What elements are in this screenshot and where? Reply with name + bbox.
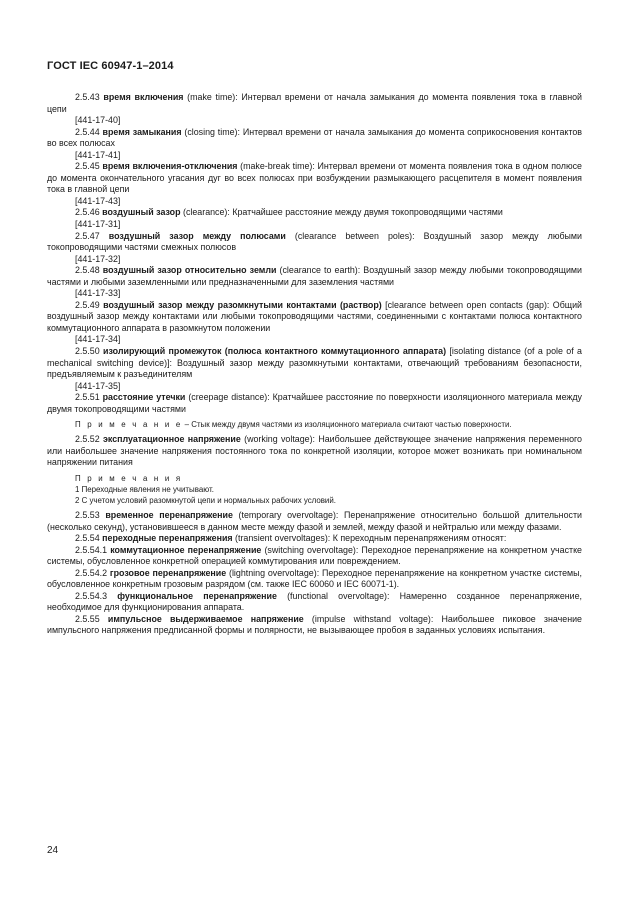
reference: [441-17-35] xyxy=(75,380,121,391)
term-title: время замыкания xyxy=(102,126,182,137)
term-title: временное перенапряжение xyxy=(105,509,233,520)
clause-number: 2.5.51 xyxy=(75,392,103,403)
term-2-5-53 xyxy=(47,510,582,533)
term-title: эксплуатационное напряжение xyxy=(103,434,241,445)
reference: [441-17-34] xyxy=(75,334,121,345)
clause-number: 2.5.49 xyxy=(75,299,104,310)
document-body xyxy=(47,92,582,637)
reference: [441-17-41] xyxy=(75,149,121,160)
term-2-5-43 xyxy=(47,92,582,115)
term-2-5-54-3 xyxy=(47,591,582,614)
clause-number: 2.5.55 xyxy=(75,613,108,624)
term-definition: (lightning overvoltage): Переходное перенапряжение на конкретном участке системы, обусловленное конкретным грозовым разрядом (см. также IEC 60060 и IEC 60071-1). xyxy=(47,567,582,590)
term-title: время включения-отключения xyxy=(102,161,238,172)
term-title: грозовое перенапряжение xyxy=(109,567,227,578)
term-definition: (clearance to earth): Воздушный зазор между любыми токопроводящими частями и любыми заземленными или предназначенными для заземления частями xyxy=(47,265,582,287)
term-title: функциональное перенапряжение xyxy=(117,590,277,601)
term-definition: (functional overvoltage): Намеренно созданное перенапряжение, необходимое для функционирования аппарата. xyxy=(47,590,583,613)
clause-number: 2.5.52 xyxy=(75,434,103,445)
term-definition: (impulse withstand voltage): Наибольшее пиковое значение импульсного напряжения предписанной формы и полярности, не вызывающее пробоя в заданных условиях испытания. xyxy=(47,613,582,636)
clause-number: 2.5.54.3 xyxy=(75,590,118,601)
term-title: воздушный зазор между полюсами xyxy=(108,230,286,241)
note-text: – Стык между двумя частями из изоляционного материала считают частью поверхности. xyxy=(182,420,512,430)
clause-number: 2.5.43 xyxy=(75,92,104,102)
term-2-5-54-1 xyxy=(47,545,582,568)
term-2-5-54-2 xyxy=(47,568,582,591)
clause-number: 2.5.50 xyxy=(75,346,104,357)
term-title: расстояние утечки xyxy=(102,392,186,403)
term-2-5-46 xyxy=(47,207,582,219)
term-2-5-48 xyxy=(47,265,582,288)
term-definition: (switching overvoltage): Переходное перенапряжение на конкретном участке системы, обусловленное конкретной операцией коммутирования или повреждением. xyxy=(47,544,582,567)
notes xyxy=(47,473,582,506)
term-title: импульсное выдерживаемое напряжение xyxy=(107,613,304,624)
term-definition: (temporary overvoltage): Перенапряжение относительно большой длительности (несколько секунд), установившееся в данном месте между фазой и землей, между фазой и нейтралью или между фазами. xyxy=(47,509,582,532)
term-definition: (make-break time): Интервал времени от момента появления тока в одном полюсе до момента окончательного угасания дуг во всех полюсах при возбуждении размыкающего расцепителя в момент появления тока в главной цепи xyxy=(47,161,582,195)
term-2-5-44 xyxy=(47,127,582,150)
clause-number: 2.5.45 xyxy=(75,161,103,172)
term-definition: (clearance): Кратчайшее расстояние между двумя токопроводящими частями xyxy=(180,207,503,218)
term-definition: (make time): Интервал времени от начала замыкания до момента появления тока в главной цепи xyxy=(47,92,583,114)
term-definition: [isolating distance (of a pole of a mechanical switching device)]: Воздушный зазор между разомкнутыми контактами, отвечающий требованиям безопасности, предъявляемым к разъединителям xyxy=(47,346,582,380)
notes-label: П р и м е ч а н и я xyxy=(75,473,183,483)
term-2-5-55 xyxy=(47,614,582,637)
clause-number: 2.5.54 xyxy=(75,533,103,544)
term-title: время включения xyxy=(103,92,184,102)
term-definition: [clearance between open contacts (gap): Общий воздушный зазор между контактами или любыми токопроводящими частями, соединенными с контактами полюса контактного коммутационного аппарата в разомкнутом положении xyxy=(47,299,582,333)
reference: [441-17-43] xyxy=(75,195,121,206)
note xyxy=(47,419,582,430)
document-header: ГОСТ IEC 60947-1–2014 xyxy=(47,60,174,72)
term-title: воздушный зазор xyxy=(102,207,181,218)
term-title: воздушный зазор относительно земли xyxy=(102,265,277,276)
clause-number: 2.5.46 xyxy=(75,207,103,218)
reference: [441-17-32] xyxy=(75,253,121,264)
term-title: коммутационное перенапряжение xyxy=(110,544,262,555)
reference: [441-17-33] xyxy=(75,288,121,299)
term-definition: (working voltage): Наибольшее действующее значение напряжения переменного или наибольшее значение напряжения постоянного тока по конкретной изоляции, которое может возникать при номинальном напряжении питания xyxy=(47,434,582,468)
term-2-5-51 xyxy=(47,392,582,415)
term-definition: (creepage distance): Кратчайшее расстояние по поверхности изоляционного материала между двумя токопроводящими частями xyxy=(47,392,582,414)
term-definition: (closing time): Интервал времени от начала замыкания до момента соприкосновения контактов во всех полюсах xyxy=(47,126,582,149)
clause-number: 2.5.54.2 xyxy=(75,567,110,578)
clause-number: 2.5.54.1 xyxy=(75,544,111,555)
term-2-5-54 xyxy=(47,533,582,545)
reference: [441-17-31] xyxy=(75,219,121,230)
clause-number: 2.5.48 xyxy=(75,265,103,276)
clause-number: 2.5.44 xyxy=(75,126,103,137)
clause-number: 2.5.47 xyxy=(75,230,109,241)
term-title: переходные перенапряжения xyxy=(102,533,233,544)
note-item: 1 Переходные явления не учитывают. xyxy=(75,484,214,494)
term-2-5-49 xyxy=(47,300,582,335)
term-2-5-47 xyxy=(47,231,582,254)
term-2-5-50 xyxy=(47,346,582,381)
term-definition: (clearance between poles): Воздушный зазор между любыми токопроводящими частями смежных полюсов xyxy=(47,230,582,253)
reference: [441-17-40] xyxy=(75,115,121,126)
term-title: изолирующий промежуток (полюса контактного коммутационного аппарата) xyxy=(103,346,447,357)
term-title: воздушный зазор между разомкнутыми контактами (раствор) xyxy=(103,299,382,310)
page-number: 24 xyxy=(47,845,59,856)
term-2-5-45 xyxy=(47,161,582,196)
note-label: П р и м е ч а н и е xyxy=(75,420,183,430)
note-item: 2 С учетом условий разомкнутой цепи и нормальных рабочих условий. xyxy=(75,495,336,505)
clause-number: 2.5.53 xyxy=(75,509,106,520)
term-2-5-52 xyxy=(47,434,582,469)
term-definition: (transient overvoltages): К переходным перенапряжениям относят: xyxy=(232,533,507,544)
